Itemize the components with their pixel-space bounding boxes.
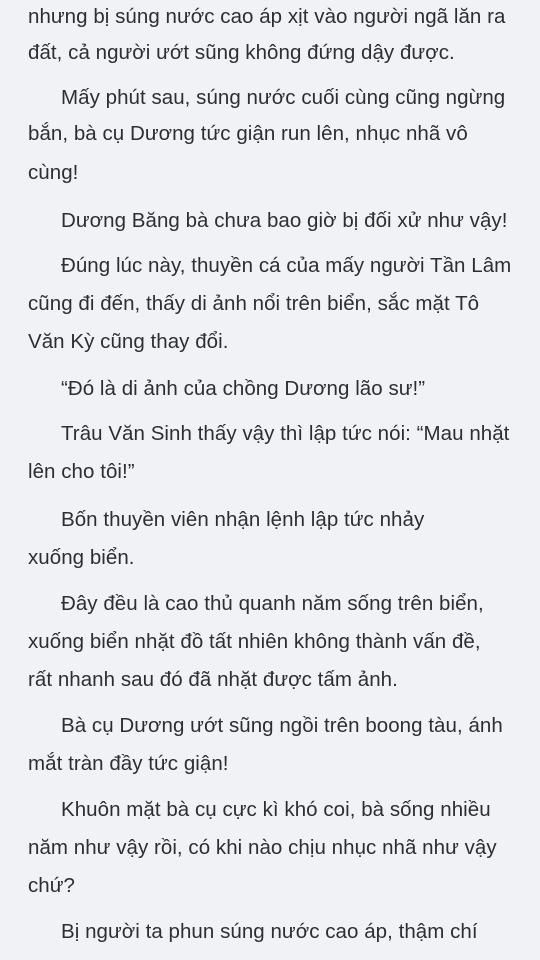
text-line: Văn Kỳ cũng thay đổi. xyxy=(28,330,229,353)
text-line: bắn, bà cụ Dương tức giận run lên, nhục nhã vô xyxy=(28,122,468,145)
text-line: Đây đều là cao thủ quanh năm sống trên biển, xyxy=(61,592,484,615)
text-line: lên cho tôi!” xyxy=(28,460,135,483)
text-line: Trâu Văn Sinh thấy vậy thì lập tức nói: “Mau nhặt xyxy=(61,422,510,445)
text-line: năm như vậy rồi, có khi nào chịu nhục nhã như vậy xyxy=(28,836,497,859)
text-line: Bị người ta phun súng nước cao áp, thậm chí xyxy=(61,920,478,943)
text-line: mắt tràn đầy tức giận! xyxy=(28,752,229,775)
text-line: xuống biển. xyxy=(28,546,135,569)
text-line: Bà cụ Dương ướt sũng ngồi trên boong tàu, ánh xyxy=(61,714,503,737)
text-line: rất nhanh sau đó đã nhặt được tấm ảnh. xyxy=(28,668,398,691)
text-line: “Đó là di ảnh của chồng Dương lão sư!” xyxy=(61,377,426,400)
text-line: chứ? xyxy=(28,874,75,897)
text-line: Bốn thuyền viên nhận lệnh lập tức nhảy xyxy=(61,508,425,531)
text-line: đất, cả người ướt sũng không đứng dậy được. xyxy=(28,41,455,64)
text-line: Mấy phút sau, súng nước cuối cùng cũng ngừng xyxy=(61,86,506,109)
text-line: cũng đi đến, thấy di ảnh nổi trên biển, sắc mặt Tô xyxy=(28,292,480,315)
text-line: xuống biển nhặt đồ tất nhiên không thành vấn đề, xyxy=(28,630,481,653)
text-line: cùng! xyxy=(28,161,79,184)
text-line: Khuôn mặt bà cụ cực kì khó coi, bà sống nhiều xyxy=(61,798,491,821)
text-line: Đúng lúc này, thuyền cá của mấy người Tần Lâm xyxy=(61,254,512,277)
text-line: Dương Băng bà chưa bao giờ bị đối xử như vậy! xyxy=(61,209,508,232)
text-line: nhưng bị súng nước cao áp xịt vào người ngã lăn ra xyxy=(28,5,506,28)
